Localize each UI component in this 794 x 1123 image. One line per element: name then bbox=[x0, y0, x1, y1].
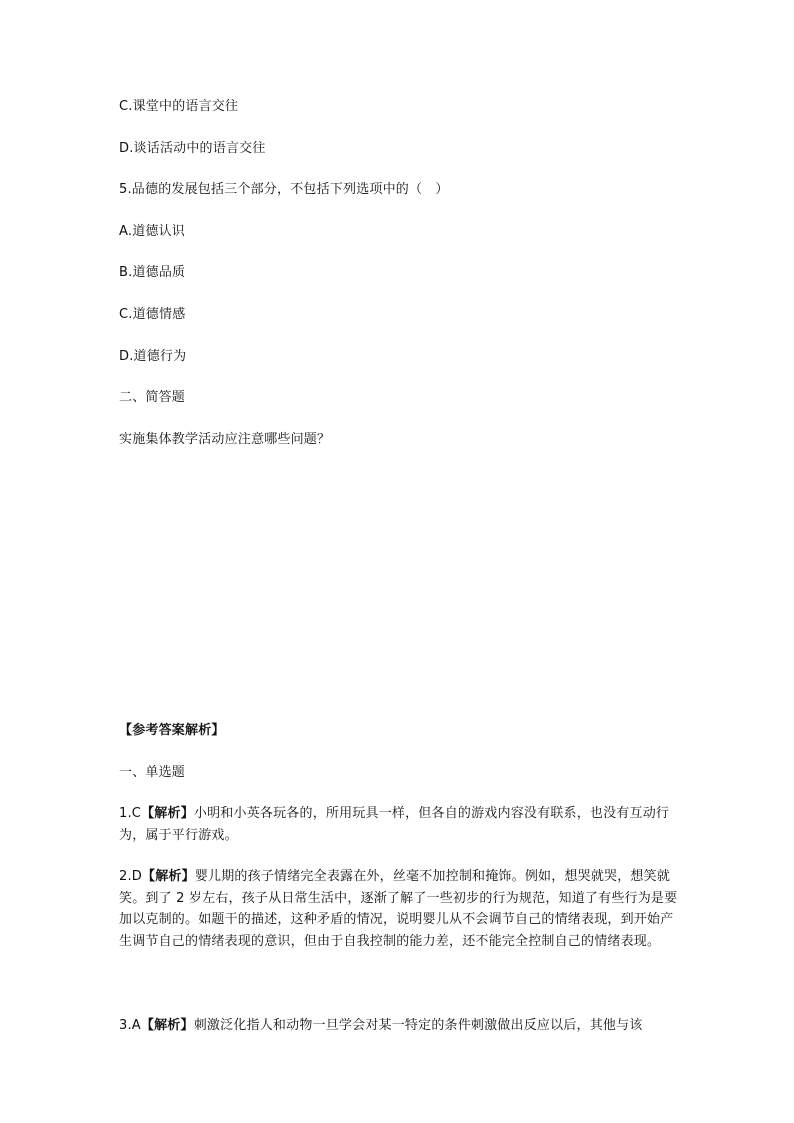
answers-section1-heading: 一、单选题 bbox=[119, 765, 186, 780]
q5-option-b: B.道德品质 bbox=[119, 265, 186, 280]
q4-option-c: C.课堂中的语言交往 bbox=[119, 99, 239, 114]
answer-item-2-text: 婴儿期的孩子情绪完全表露在外，丝毫不加控制和掩饰。例如，想哭就哭，想笑就笑。到了 2 岁左右，孩子从日常生活中，逐渐了解了一些初步的行为规范，知道了有些行为是要加以克制的。如题干的描述，这种矛盾的情况，说明婴儿从不会调节自己的情绪表现，到开始产生调节自己的情绪表现的意识，但由于自我控制的能力差，还不能完全控制自己的情绪表现。 bbox=[119, 869, 678, 949]
answer-item-1-tag: 【解析】 bbox=[141, 806, 194, 821]
answer-item-3-text: 刺激泛化指人和动物一旦学会对某一特定的条件刺激做出反应以后，其他与该 bbox=[193, 1018, 643, 1033]
q5-option-a: A.道德认识 bbox=[119, 224, 185, 239]
answer-item-1 bbox=[119, 803, 679, 846]
answer-item-2-prefix: 2.D bbox=[119, 869, 143, 884]
answer-item-3-prefix: 3.A bbox=[119, 1018, 141, 1033]
q5-stem: 5.品德的发展包括三个部分，不包括下列选项中的（ ） bbox=[119, 182, 449, 197]
answer-item-3 bbox=[119, 1015, 679, 1037]
answer-item-1-text: 小明和小英各玩各的，所用玩具一样，但各自的游戏内容没有联系，也没有互动行为，属于平行游戏。 bbox=[119, 806, 670, 843]
answer-item-2-tag: 【解析】 bbox=[142, 869, 195, 884]
answers-title: 【参考答案解析】 bbox=[119, 723, 225, 738]
section2-question: 实施集体教学活动应注意哪些问题？ bbox=[119, 432, 331, 447]
section2-heading: 二、简答题 bbox=[119, 390, 186, 405]
q5-option-d: D.道德行为 bbox=[119, 349, 187, 364]
answer-item-3-tag: 【解析】 bbox=[140, 1018, 194, 1033]
answer-item-1-prefix: 1.C bbox=[119, 806, 142, 821]
q4-option-d: D.谈话活动中的语言交往 bbox=[119, 141, 266, 156]
answer-item-2 bbox=[119, 866, 679, 952]
q5-option-c: C.道德情感 bbox=[119, 307, 186, 322]
